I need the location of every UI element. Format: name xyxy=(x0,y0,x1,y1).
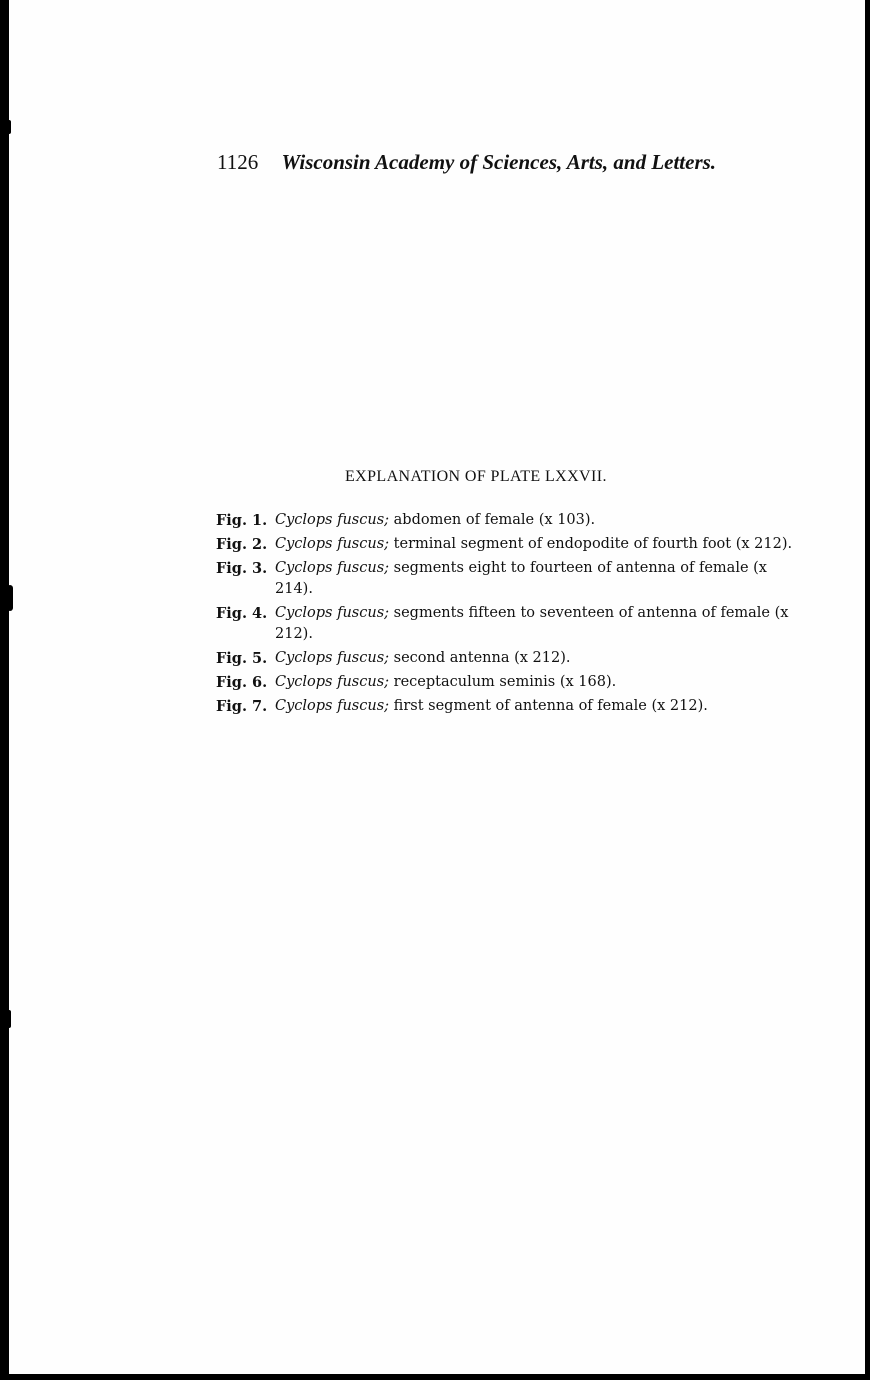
figure-description: terminal segment of endopodite of fourth foot (x 212). xyxy=(393,536,793,552)
figure-caption-text xyxy=(275,558,796,600)
figure-label: Fig. 1. xyxy=(216,512,268,529)
figure-description: abdomen of female (x 103). xyxy=(393,512,596,528)
figure-caption-text xyxy=(275,648,796,669)
scan-edge-mark xyxy=(7,120,11,134)
figure-caption xyxy=(216,672,796,693)
figure-caption-text xyxy=(275,510,796,531)
figure-caption xyxy=(216,603,796,645)
figure-label: Fig. 7. xyxy=(216,698,268,715)
figure-description: segments fifteen to seventeen of antenna of female (x 212). xyxy=(275,605,789,642)
figure-label: Fig. 5. xyxy=(216,650,268,667)
journal-title: Wisconsin Academy of Sciences, Arts, and Letters. xyxy=(281,150,717,174)
document-page xyxy=(9,0,865,1374)
figure-caption-text xyxy=(275,696,796,717)
plate-heading: EXPLANATION OF PLATE LXXVII. xyxy=(345,468,607,485)
figure-caption-text xyxy=(275,534,796,555)
scan-edge-mark xyxy=(7,585,13,611)
species-name: Cyclops fuscus; xyxy=(275,674,390,690)
figure-description: first segment of antenna of female (x 212). xyxy=(393,698,708,714)
figure-caption xyxy=(216,696,796,717)
species-name: Cyclops fuscus; xyxy=(275,605,390,621)
figure-label: Fig. 2. xyxy=(216,536,268,553)
figure-caption-text xyxy=(275,672,796,693)
figure-label: Fig. 4. xyxy=(216,605,268,622)
figure-caption xyxy=(216,558,796,600)
figure-caption xyxy=(216,648,796,669)
species-name: Cyclops fuscus; xyxy=(275,560,390,576)
species-name: Cyclops fuscus; xyxy=(275,512,390,528)
figure-description: segments eight to fourteen of antenna of female (x 214). xyxy=(275,560,767,597)
figure-label: Fig. 6. xyxy=(216,674,268,691)
figure-caption-text xyxy=(275,603,796,645)
page-number: 1126 xyxy=(217,150,259,174)
figure-description: receptaculum seminis (x 168). xyxy=(393,674,617,690)
species-name: Cyclops fuscus; xyxy=(275,536,390,552)
figure-captions xyxy=(216,510,796,720)
running-head xyxy=(217,148,777,176)
species-name: Cyclops fuscus; xyxy=(275,650,390,666)
figure-description: second antenna (x 212). xyxy=(393,650,571,666)
figure-label: Fig. 3. xyxy=(216,560,268,577)
species-name: Cyclops fuscus; xyxy=(275,698,390,714)
figure-caption xyxy=(216,534,796,555)
scan-edge-mark xyxy=(7,1010,11,1028)
figure-caption xyxy=(216,510,796,531)
